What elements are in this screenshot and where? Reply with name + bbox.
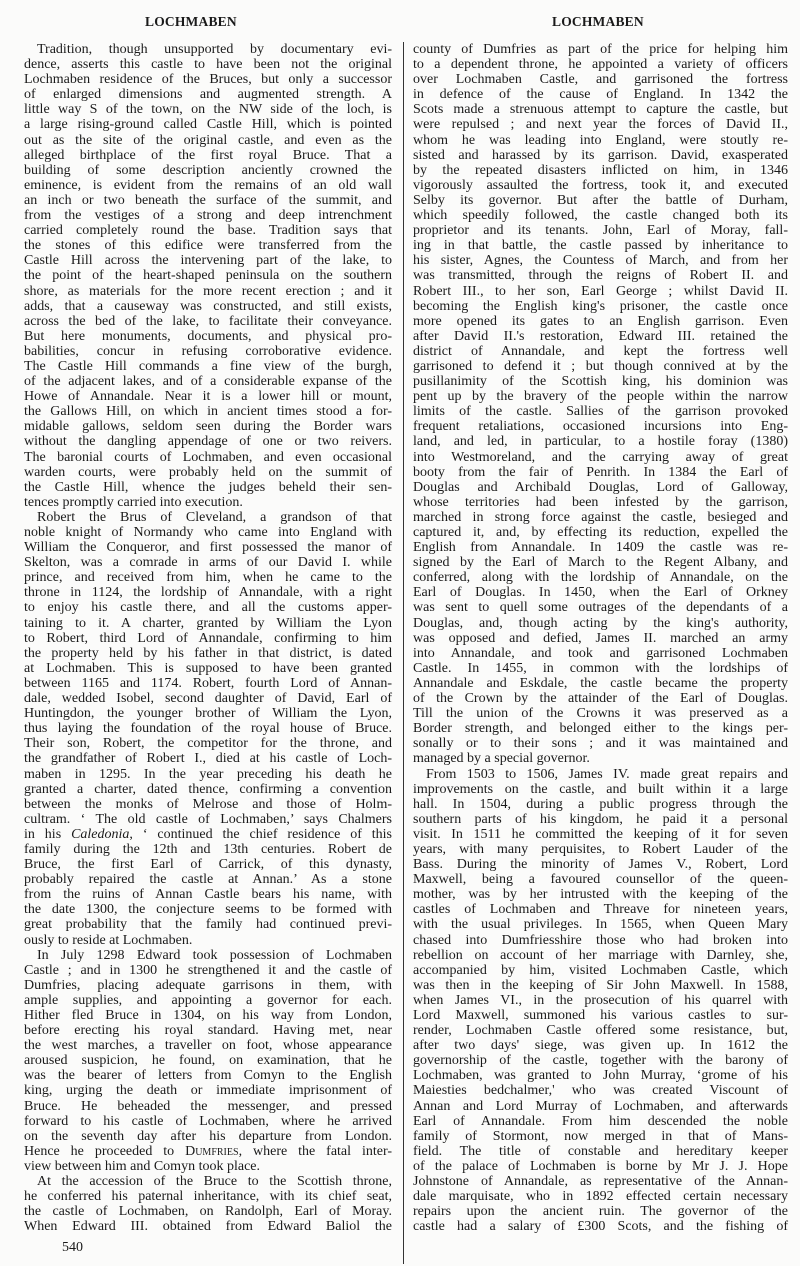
text-line: Lochmaben, was granted to John Murray, ‘grome of his <box>413 1068 788 1084</box>
text-line: booty from the fair of Penrith. In 1384 the Earl of <box>413 464 788 480</box>
text-line: pusillanimity of the Scottish king, his dominion was <box>413 374 788 390</box>
text-line: district of Annandale, and kept the fortress well <box>413 343 788 359</box>
text-line: when James VI., in the prosecution of his quarrel with <box>413 992 788 1008</box>
text-line: southern parts of his kingdom, he paid it a personal <box>413 811 788 827</box>
text-line: Lord Maxwell, summoned his various castles to sur- <box>413 1008 788 1023</box>
text-line: thus laying the foundation of the royal house of Bruce. <box>24 721 392 737</box>
text-line: to a dependent throne, he appointed a variety of officers <box>413 57 788 73</box>
text-line: limits of the castle. Sallies of the garrison provoked <box>413 404 788 420</box>
text-line: In July 1298 Edward took possession of Lochmaben <box>37 947 392 963</box>
text-line: William the Conqueror, and first possessed the manor of <box>24 540 392 556</box>
text-segment: , where the fatal inter- <box>238 1143 392 1159</box>
text-line: Border strength, and belonged either to the kings per- <box>413 721 788 737</box>
text-line: carried completely round the base. Tradition says that <box>24 223 392 239</box>
text-line: great probability that the family had continued previ- <box>24 917 392 933</box>
text-line: conferred, along with the lordship of Annandale, on the <box>413 570 788 586</box>
text-line: adds, that a causeway was constructed, and still exists, <box>24 298 392 314</box>
text-line: Tradition, though unsupported by documentary evi- <box>37 42 392 57</box>
text-line: Huntingdon, the younger brother of William the Lyon, <box>24 706 392 722</box>
right-column <box>413 42 788 1234</box>
small-caps-text: Dumfries <box>185 1143 239 1159</box>
text-line: was the bearer of letters from Comyn to the English <box>24 1068 392 1084</box>
text-line: At the accession of the Bruce to the Scottish throne, <box>37 1174 392 1190</box>
text-line: out as the site of the original castle, and even as the <box>24 132 392 148</box>
text-line: sonally or to their sons ; and it was maintained and <box>413 736 788 752</box>
text-line: mother, was by her intrusted with the keeping of the <box>413 887 788 903</box>
text-line: prince, and received from him, when he came to the <box>24 570 392 586</box>
text-line: of the palace of Lochmaben is borne by Mr J. J. Hope <box>413 1158 788 1174</box>
text-line: English from Annandale. In 1409 the castle was re- <box>413 540 788 556</box>
text-line: years, with many perquisites, to Robert Lauder of the <box>413 841 788 857</box>
text-line: before erecting his royal standard. Having met, near <box>24 1023 392 1039</box>
text-line: more opened its gates to an English garrison. Even <box>413 313 788 329</box>
text-line: becoming the English king's prisoner, the castle once <box>413 298 788 314</box>
text-line: Castle. In 1455, in common with the lordships of <box>413 660 788 676</box>
text-line: Douglas and Archibald Douglas, Lord of Galloway, <box>413 479 788 495</box>
text-line: dale marquisate, who in 1892 effected certain necessary <box>413 1189 788 1205</box>
text-line: managed by a special governor. <box>413 751 590 767</box>
text-line: Lochmaben residence of the Bruces, but only a successor <box>24 72 392 88</box>
paragraph <box>413 767 788 1235</box>
text-line: probably repaired the castle at Annan.’ As a stone <box>24 872 392 888</box>
text-line: From 1503 to 1506, James IV. made great repairs and <box>426 766 788 782</box>
text-line: shore, as materials for the more recent erection ; and it <box>24 283 392 299</box>
text-line: the date 1300, the conjecture seems to be formed with <box>24 902 392 918</box>
text-line: improvements on the castle, and built within it a large <box>413 781 788 797</box>
text-line: Castle Hill across the intervening part of the lake, to <box>24 253 392 269</box>
text-line: building of some description anciently crowned the <box>24 162 392 178</box>
text-segment: in his <box>24 826 72 842</box>
text-line: ing in that battle, the castle passed by inheritance to <box>413 238 788 254</box>
text-line: on the seventh day after his departure from London. <box>24 1128 392 1144</box>
text-line: Douglas, and, though acting by the king's authority, <box>413 615 788 631</box>
text-line: which speedily followed, the castle changed both its <box>413 208 788 224</box>
text-line: dale, wedded Isobel, second daughter of David, Earl of <box>24 691 392 707</box>
text-line: an inch or two beneath the surface of the summit, and <box>24 192 392 208</box>
text-line: with the usual privileges. In 1565, when Queen Mary <box>413 917 788 933</box>
text-line: But here monuments, documents, and physical pro- <box>24 328 392 344</box>
column-divider <box>403 42 404 1264</box>
paragraph <box>24 1174 392 1234</box>
text-line: was sent to quell some outrages of the dependants of a <box>413 600 788 616</box>
text-line: into Westmoreland, and the carrying away of great <box>413 449 788 465</box>
text-line: Their son, Robert, the competitor for the throne, and <box>24 736 392 752</box>
text-line: Castle ; and in 1300 he strengthened it and the castle of <box>24 962 392 978</box>
text-line: county of Dumfries as part of the price for helping him <box>413 42 788 57</box>
text-line: the stones of this edifice were transferred from the <box>24 238 392 254</box>
italic-text: Caledonia <box>71 826 130 842</box>
text-line: land, and led, in particular, to a hostile foray (1380) <box>413 434 788 450</box>
text-line: between the monks of Melrose and those of Holm- <box>24 796 392 812</box>
page-number: 540 <box>62 1240 83 1255</box>
text-line: taining to it. A charter, granted by William the Lyon <box>24 615 392 631</box>
text-line: sisted and harassed by its garrison. David, exasperated <box>413 147 788 163</box>
text-line: were repulsed ; and next year the forces of David II., <box>413 117 788 133</box>
text-line: Robert III., to her son, Earl George ; whilst David II. <box>413 283 788 299</box>
text-segment: Hence he proceeded to <box>24 1143 186 1159</box>
text-line: whose territories had been infested by the garrison, <box>413 494 788 510</box>
text-line: signed by the Earl of March to the Regent Albany, and <box>413 555 788 571</box>
text-line: to Robert, third Lord of Annandale, confirming to him <box>24 630 392 646</box>
text-line: into Annandale, and took and garrisoned Lochmaben <box>413 645 788 661</box>
text-line: hall. In 1504, during a public progress through the <box>413 796 788 812</box>
text-line: family during the 12th and 13th centuries. Robert de <box>24 841 392 857</box>
text-line: of enlarged dimensions and augmented strength. A <box>24 87 392 103</box>
text-segment: , ‘ continued the chief residence of this <box>129 826 392 842</box>
text-line: pent up by the bravery of the people within the narrow <box>413 389 788 405</box>
text-line: in defence of the cause of England. In 1342 the <box>413 87 788 103</box>
paragraph <box>24 948 392 1174</box>
text-line: tences promptly carried into execution. <box>24 494 243 510</box>
text-line: little way S of the town, on the NW side of the loch, is <box>24 102 392 118</box>
text-line: Earl of Annandale. From him descended the noble <box>413 1113 788 1129</box>
text-line: across the bed of the lake, to facilitate their conveyance. <box>24 313 392 329</box>
text-line: over Lochmaben Castle, and garrisoned the fortress <box>413 72 788 88</box>
text-line: The Castle Hill commands a fine view of the burgh, <box>24 358 392 374</box>
text-line: ously to reside at Lochmaben. <box>24 932 193 948</box>
text-line: Earl of Douglas. In 1450, when the Earl of Orkney <box>413 585 788 601</box>
text-line: ample supplies, and appointing a governor for each. <box>24 992 392 1008</box>
text-line: Bruce, the first Earl of Carrick, of this dynasty, <box>24 857 392 873</box>
text-line: view between him and Comyn took place. <box>24 1158 260 1174</box>
text-line <box>24 1144 392 1159</box>
text-line: his sister, Agnes, the Countess of March, and from her <box>413 253 788 269</box>
text-line: eminence, is evident from the remains of an old wall <box>24 177 392 193</box>
text-line: Annandale and Eskdale, the castle became the property <box>413 675 788 691</box>
text-line: Till the union of the Crowns it was preserved as a <box>413 706 788 722</box>
text-line: aroused suspicion, he found, on examination, that he <box>24 1053 392 1069</box>
text-line: maben in 1295. In the year preceding his death he <box>24 766 392 782</box>
text-line: rebellion on account of her marriage with Darnley, she, <box>413 947 788 963</box>
text-line: was then in the keeping of Sir John Maxwell. In 1588, <box>413 977 788 993</box>
text-line: Robert the Brus of Cleveland, a grandson of that <box>37 509 392 525</box>
text-line: proprietor and its tenants. John, Earl of Moray, fall- <box>413 223 788 239</box>
text-line: cultram. ‘ The old castle of Lochmaben,’ says Chalmers <box>24 811 392 827</box>
text-line: render, Lochmaben Castle offered some resistance, but, <box>413 1023 788 1039</box>
text-line: from the vestiges of a strong and deep intrenchment <box>24 208 392 224</box>
text-line: from the ruins of Annan Castle bears his name, with <box>24 887 392 903</box>
text-line: alleged birthplace of the first royal Bruce. That a <box>24 147 392 163</box>
paragraph <box>24 42 392 510</box>
text-line: throne in 1124, the lordship of Annandale, with a right <box>24 585 392 601</box>
text-line: governorship of the castle, together with the barony of <box>413 1053 788 1069</box>
text-line: Scots made a strenuous attempt to capture the castle, but <box>413 102 788 118</box>
text-line: vigorously assaulted the fortress, took it, and executed <box>413 177 788 193</box>
text-line: the Gallows Hill, on which in ancient times stood a for- <box>24 404 392 420</box>
text-line: visit. In 1511 he committed the keeping of it for seven <box>413 826 788 842</box>
text-line: family of Stormont, now merged in that of Mans- <box>413 1128 788 1144</box>
running-header-right: LOCHMABEN <box>552 14 644 29</box>
text-line: Howe of Annandale. Near it is a lower hill or mount, <box>24 389 392 405</box>
text-line: chased into Dumfriesshire those who had broken into <box>413 932 788 948</box>
text-line: The baronial courts of Lochmaben, and even occasional <box>24 449 392 465</box>
text-line: the west marches, a traveller on foot, whose appearance <box>24 1038 392 1054</box>
text-line: at Lochmaben. This is supposed to have been granted <box>24 660 392 676</box>
text-line: Selby its governor. But after the battle of Durham, <box>413 192 788 208</box>
text-line: king, urging the death or immediate imprisonment of <box>24 1083 392 1099</box>
text-line: forward to his castle of Lochmaben, where he arrived <box>24 1113 392 1129</box>
text-line: of the adjacent lakes, and of a considerable expanse of the <box>24 374 392 390</box>
text-line: Bass. During the minority of James V., Robert, Lord <box>413 857 788 873</box>
text-line: without the dangling appendage of one or two reivers. <box>24 434 392 450</box>
paragraph <box>413 42 788 767</box>
text-line: repairs upon the ancient ruin. The governor of the <box>413 1204 788 1220</box>
text-line: the point of the heart-shaped peninsula on the southern <box>24 268 392 284</box>
text-line: after David II.'s restoration, Edward III. retained the <box>413 328 788 344</box>
text-line: Maiesties bedchalmer,' who was created Viscount of <box>413 1083 788 1099</box>
text-line: he conferred his paternal inheritance, with its chief seat, <box>24 1189 392 1205</box>
text-line <box>24 827 392 842</box>
text-line: whom he was leading into England, were stoutly re- <box>413 132 788 148</box>
text-line: accompanied by him, visited Lochmaben Castle, which <box>413 962 788 978</box>
text-line: the property held by his father in that district, is dated <box>24 645 392 661</box>
text-line: Bruce. He beheaded the messenger, and pressed <box>24 1098 392 1114</box>
text-line: after two days' siege, was given up. In 1612 the <box>413 1038 788 1054</box>
text-line: the Castle Hill, whence the judges beheld their sen- <box>24 479 392 495</box>
text-line: field. The title of constable and hereditary keeper <box>413 1143 788 1159</box>
text-line: of the Crown by the attainder of the Earl of Douglas. <box>413 691 788 707</box>
text-line: warden courts, were probably held on the summit of <box>24 464 392 480</box>
text-line: by the repeated disasters inflicted on him, in 1346 <box>413 162 788 178</box>
text-line: the castle of Lochmaben, on Randolph, Earl of Moray. <box>24 1204 392 1220</box>
text-line: the grandfather of Robert I., died at his castle of Loch- <box>24 751 392 767</box>
text-line: castles of Lochmaben and Threave for nineteen years, <box>413 902 788 918</box>
running-header-left: LOCHMABEN <box>145 14 237 29</box>
paragraph <box>24 510 392 948</box>
text-line: marched in strong force against the castle, besieged and <box>413 509 788 525</box>
text-line: captured it, and, by effecting its reduction, expelled the <box>413 525 788 540</box>
text-line: castle had a salary of £300 Scots, and the fishing of <box>413 1219 788 1235</box>
text-line: Skelton, was a comrade in arms of our David I. while <box>24 555 392 571</box>
text-line: When Edward III. obtained from Edward Baliol the <box>24 1219 392 1235</box>
text-line: Annan and Lord Murray of Lochmaben, and afterwards <box>413 1098 788 1114</box>
text-line: midable gallows, seldom seen during the Border wars <box>24 419 392 435</box>
text-line: noble knight of Normandy who came into England with <box>24 525 392 540</box>
text-line: a large rising-ground called Castle Hill, which is pointed <box>24 117 392 133</box>
text-line: babilities, concur in refusing corroborative evidence. <box>24 343 392 359</box>
text-line: granted a charter, dated thence, confirming a convention <box>24 781 392 797</box>
text-line: between 1165 and 1174. Robert, fourth Lord of Annan- <box>24 675 392 691</box>
text-line: to enjoy his castle there, and all the customs apper- <box>24 600 392 616</box>
left-column <box>24 42 392 1234</box>
text-line: Dumfries, placing adequate garrisons in them, with <box>24 977 392 993</box>
text-line: Hither fled Bruce in 1304, on his way from London, <box>24 1008 392 1023</box>
text-line: garrisoned to defend it ; but though connived at by the <box>413 358 788 374</box>
text-line: was transmitted, through the reigns of Robert II. and <box>413 268 788 284</box>
text-line: frequent retaliations, occasioned incursions into Eng- <box>413 419 788 435</box>
text-line: Maxwell, being a favoured counsellor of the queen- <box>413 872 788 888</box>
text-line: Johnstone of Annandale, as representative of the Annan- <box>413 1174 788 1190</box>
text-line: was opposed and defied, James II. marched an army <box>413 630 788 646</box>
text-line: dence, asserts this castle to have been not the original <box>24 57 392 73</box>
